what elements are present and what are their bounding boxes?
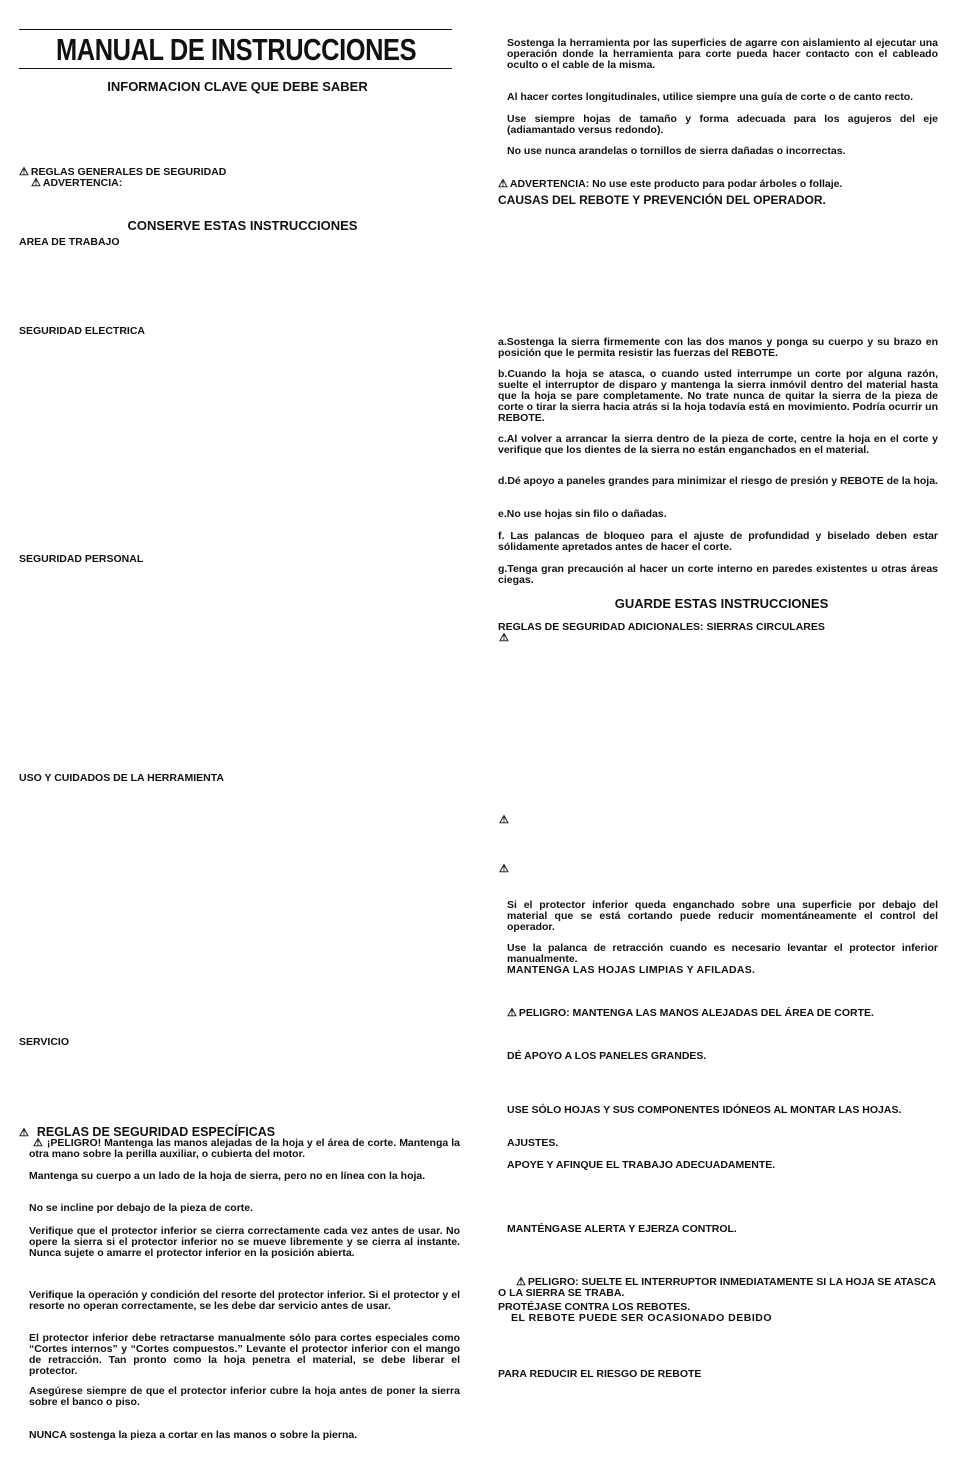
warning-icon: ⚠	[499, 814, 509, 826]
specific-rules-label: REGLAS DE SEGURIDAD ESPECÍFICAS	[36, 1125, 276, 1139]
washers-paragraph: No use nunca arandelas o tornillos de sierra dañadas o incorrectas.	[507, 145, 846, 157]
support-panels-heading: DÉ APOYO A LOS PANELES GRANDES.	[507, 1050, 707, 1062]
general-rules-label: REGLAS GENERALES DE SEGURIDAD	[30, 166, 227, 178]
danger-paragraph	[29, 1138, 460, 1160]
adjustments-heading: AJUSTES.	[507, 1137, 559, 1149]
spring-paragraph: Verifique la operación y condición del resorte del protector inferior. Si el protector y el resorte no operan correctamente, se les debe dar servicio antes de usar.	[29, 1289, 460, 1312]
warning-icon: ⚠	[507, 1007, 517, 1019]
kickback-caused-heading: EL REBOTE PUEDE SER OCASIONADO DEBIDO	[511, 1312, 773, 1324]
save-instructions-heading: GUARDE ESTAS INSTRUCCIONES	[614, 596, 829, 611]
danger-hands-heading	[507, 1008, 938, 1019]
danger-hands-text: PELIGRO: MANTENGA LAS MANOS ALEJADAS DEL ÁREA DE CORTE.	[518, 1007, 874, 1019]
keep-instructions-heading: CONSERVE ESTAS INSTRUCCIONES	[127, 218, 358, 233]
stay-alert-heading: MANTÉNGASE ALERTA Y EJERZA CONTROL.	[507, 1223, 737, 1235]
item-b: b.Cuando la hoja se atasca, o cuando usted interrumpe un corte por alguna razón, suelte el interruptor de disparo y mantenga la sierra inmóvil dentro del material hasta que la hoja se pare completamente. No trate nunca de quitar la sierra de la pieza de corte o tirar la sierra hacia atrás si la hoja todavía está en movimiento. Podría ocurrir un REBOTE.	[498, 368, 938, 424]
cover-blade-paragraph: Asegúrese siempre de que el protector inferior cubre la hoja antes de poner la sierra sobre el banco o piso.	[29, 1385, 460, 1408]
no-lean-paragraph: No se incline por debajo de la pieza de corte.	[29, 1202, 254, 1214]
protect-kickback-heading: PROTÉJASE CONTRA LOS REBOTES.	[498, 1301, 691, 1313]
personal-heading: SEGURIDAD PERSONAL	[19, 553, 144, 565]
item-e: e.No use hojas sin filo o dañadas.	[498, 508, 667, 520]
item-a: a.Sostenga la sierra firmemente con las dos manos y ponga su cuerpo y su brazo en posición que le permita resistir las fuerzas del REBOTE.	[498, 336, 938, 359]
clamp-work-heading: APOYE Y AFINQUE EL TRABAJO ADECUADAMENTE.	[507, 1159, 776, 1171]
rip-guide-paragraph: Al hacer cortes longitudinales, utilice siempre una guía de corte o de canto recto.	[507, 91, 914, 103]
blade-size-paragraph: Use siempre hojas de tamaño y forma adecuada para los agujeros del eje (adiamantado versus redondo).	[507, 113, 938, 136]
item-d: d.Dé apoyo a paneles grandes para minimizar el riesgo de presión y REBOTE de la hoja.	[498, 475, 938, 487]
clean-blades-heading: MANTENGA LAS HOJAS LIMPIAS Y AFILADAS.	[507, 964, 756, 976]
guard-caught-paragraph: Si el protector inferior queda enganchado sobre una superficie por debajo del material que se está cortando puede reducir momentáneamente el control del operador.	[507, 899, 938, 933]
body-side-paragraph: Mantenga su cuerpo a un lado de la hoja de sierra, pero no en línea con la hoja.	[29, 1170, 426, 1182]
item-g: g.Tenga gran precaución al hacer un corte interno en paredes existentes u otras áreas ciegas.	[498, 563, 938, 586]
danger-release-text: PELIGRO: SUELTE EL INTERRUPTOR INMEDIATAMENTE SI LA HOJA SE ATASCA O LA SIERRA SE TRABA.	[498, 1276, 936, 1299]
warning-icon: ⚠	[31, 177, 41, 189]
insulated-grip-paragraph: Sostenga la herramienta por las superficies de agarre con aislamiento al ejecutar una operación donde la herramienta para corte pueda hacer contacto con el cableado oculto o el cable de la misma.	[507, 37, 938, 71]
warning-icon: ⚠	[19, 1127, 29, 1139]
retract-paragraph: El protector inferior debe retractarse manualmente sólo para cortes especiales como “Cortes internos” y “Cortes compuestos.” Levante el protector inferior con el mango de retracción. Tan pronto como la hoja penetra el material, se debe liberar el protector.	[29, 1332, 460, 1377]
warning-icon: ⚠	[33, 1137, 43, 1149]
trees-warning	[498, 179, 938, 190]
trees-warning-text: ADVERTENCIA: No use este producto para podar árboles o follaje.	[509, 178, 843, 190]
warning-icon: ⚠	[498, 178, 508, 190]
lower-guard-paragraph: Verifique que el protector inferior se cierra correctamente cada vez antes de usar. No opere la sierra si el protector inferior no se mueve libremente y se cierra al instante. Nunca sujete o amarre el protector inferior en la posición abierta.	[29, 1225, 460, 1259]
warning-icon: ⚠	[499, 632, 509, 644]
key-info-heading: INFORMACION CLAVE QUE DEBE SABER	[107, 79, 368, 94]
warning-text: ADVERTENCIA:	[42, 177, 123, 189]
extra-rules-heading: REGLAS DE SEGURIDAD ADICIONALES: SIERRAS CIRCULARES	[498, 621, 825, 633]
danger-release-heading	[498, 1277, 938, 1299]
reduce-risk-heading: PARA REDUCIR EL RIESGO DE REBOTE	[498, 1368, 702, 1380]
electrical-heading: SEGURIDAD ELECTRICA	[19, 325, 146, 337]
only-blades-heading: USE SÓLO HOJAS Y SUS COMPONENTES IDÓNEOS AL MONTAR LAS HOJAS.	[507, 1104, 902, 1116]
warning-label	[31, 178, 451, 189]
warning-icon: ⚠	[516, 1276, 526, 1288]
warning-icon: ⚠	[19, 166, 29, 178]
work-area-heading: AREA DE TRABAJO	[19, 236, 120, 248]
item-c: c.Al volver a arrancar la sierra dentro de la pieza de corte, centre la hoja en el corte y verifique que los dientes de la sierra no están enganchados en el material.	[498, 433, 938, 456]
service-heading: SERVICIO	[19, 1036, 69, 1048]
lever-paragraph: Use la palanca de retracción cuando es necesario levantar el protector inferior manualmente.	[507, 942, 938, 965]
tool-use-heading: USO Y CUIDADOS DE LA HERRAMIENTA	[19, 772, 224, 784]
page-title: MANUAL DE INSTRUCCIONES	[56, 32, 417, 67]
danger-text: ¡PELIGRO! Mantenga las manos alejadas de la hoja y el área de corte. Mantenga la otra mano sobre la perilla auxiliar, o cubierta del motor.	[29, 1137, 460, 1160]
item-f: f. Las palancas de bloqueo para el ajuste de profundidad y biselado deben estar sólidamente apretados antes de hacer el corte.	[498, 530, 938, 553]
title-box	[19, 29, 452, 69]
never-hold-paragraph: NUNCA sostenga la pieza a cortar en las manos o sobre la pierna.	[29, 1429, 358, 1441]
kickback-heading: CAUSAS DEL REBOTE Y PREVENCIÓN DEL OPERADOR.	[498, 193, 826, 207]
warning-icon: ⚠	[499, 863, 509, 875]
